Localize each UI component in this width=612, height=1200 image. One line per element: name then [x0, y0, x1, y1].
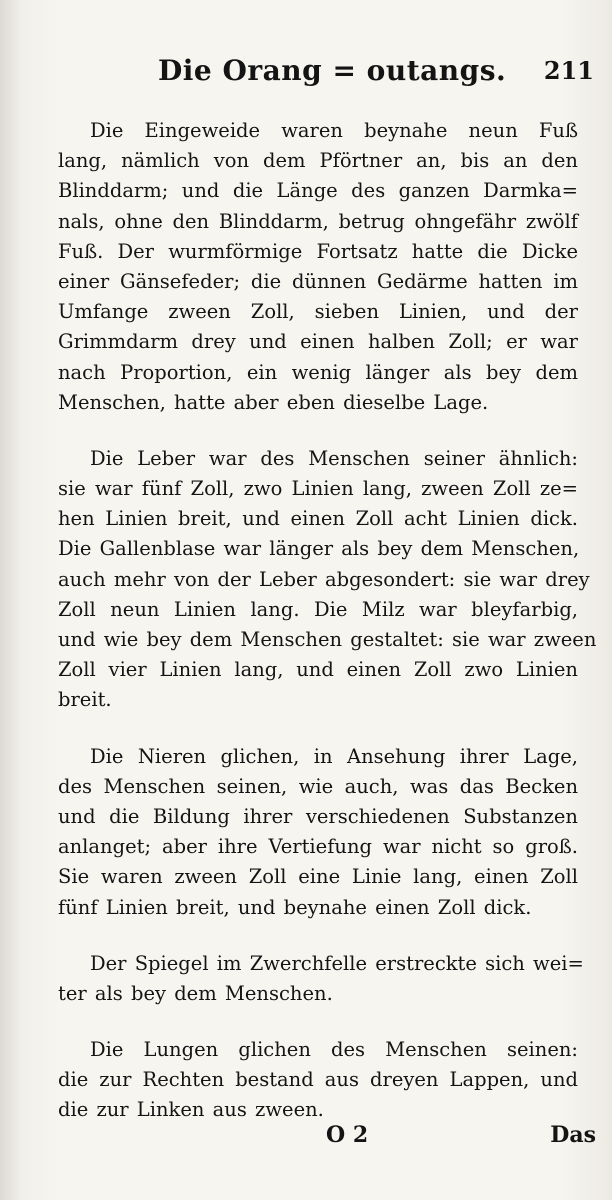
- page-footer: [0, 1122, 612, 1158]
- paragraph-gap: [58, 716, 578, 742]
- paragraph-gap: [58, 1009, 578, 1035]
- text-line: lang, nämlich von dem Pförtner an, bis an den: [58, 149, 578, 173]
- page-number: 211: [543, 56, 594, 85]
- paragraph-gap: [58, 923, 578, 949]
- text-line: und wie bey dem Menschen gestaltet: sie war zween: [58, 628, 597, 651]
- text-line: und die Bildung ihrer verschiedenen Substanzen: [58, 804, 578, 828]
- text-line: des Menschen seinen, wie auch, was das Becken: [58, 774, 578, 798]
- text-line: Fuß. Der wurmförmige Fortsatz hatte die Dicke: [58, 239, 578, 263]
- text-line: Zoll neun Linien lang. Die Milz war bleyfarbig,: [58, 597, 578, 621]
- text-line: ter als bey dem Menschen.: [58, 981, 333, 1005]
- paragraph-gap: [58, 418, 578, 444]
- page-header: [0, 54, 612, 94]
- text-line: Blinddarm; und die Länge des ganzen Darmka=: [58, 179, 578, 203]
- running-title: Die Orang = outangs.: [158, 54, 507, 87]
- text-line: Zoll vier Linien lang, und einen Zoll zwo Linien: [58, 658, 578, 682]
- paragraph: [58, 742, 578, 923]
- text-line: fünf Linien breit, und beynahe einen Zoll dick.: [58, 895, 532, 919]
- text-line: auch mehr von der Leber abgesondert: sie war drey: [58, 567, 590, 591]
- paragraph: [58, 949, 584, 1009]
- text-line: anlanget; aber ihre Vertiefung war nicht so groß.: [58, 835, 578, 859]
- paragraph: [58, 1035, 578, 1126]
- signature-mark: O 2: [326, 1122, 369, 1148]
- text-line: Der Spiegel im Zwerchfelle erstreckte sich wei=: [90, 951, 584, 975]
- page-body: [58, 116, 597, 1126]
- text-line: einer Gänsefeder; die dünnen Gedärme hatten im: [58, 269, 578, 293]
- text-line: die zur Rechten bestand aus dreyen Lappen, und: [58, 1068, 578, 1092]
- text-line: nals, ohne den Blinddarm, betrug ohngefähr zwölf: [58, 209, 578, 233]
- text-line: Menschen, hatte aber eben dieselbe Lage.: [58, 390, 489, 414]
- paragraph: [58, 116, 578, 418]
- text-line: hen Linien breit, und einen Zoll acht Linien dick.: [58, 507, 578, 531]
- paragraph: [58, 444, 597, 716]
- text-line: Grimmdarm drey und einen halben Zoll; er war: [58, 330, 578, 354]
- text-line: breit.: [58, 688, 112, 712]
- text-line: Die Gallenblase war länger als bey dem Menschen,: [58, 537, 580, 561]
- text-line: Umfange zween Zoll, sieben Linien, und der: [58, 300, 578, 324]
- text-line: Sie waren zween Zoll eine Linie lang, einen Zoll: [58, 865, 578, 889]
- text-line: die zur Linken aus zween.: [58, 1098, 324, 1122]
- text-line: Die Lungen glichen des Menschen seinen:: [90, 1038, 578, 1062]
- text-line: Die Leber war des Menschen seiner ähnlich:: [90, 446, 578, 470]
- text-line: sie war fünf Zoll, zwo Linien lang, zween Zoll ze=: [58, 477, 578, 501]
- text-line: Die Nieren glichen, in Ansehung ihrer Lage,: [90, 744, 578, 768]
- catchword: Das: [550, 1122, 596, 1148]
- text-line: Die Eingeweide waren beynahe neun Fuß: [90, 119, 578, 142]
- text-line: nach Proportion, ein wenig länger als bey dem: [58, 360, 578, 384]
